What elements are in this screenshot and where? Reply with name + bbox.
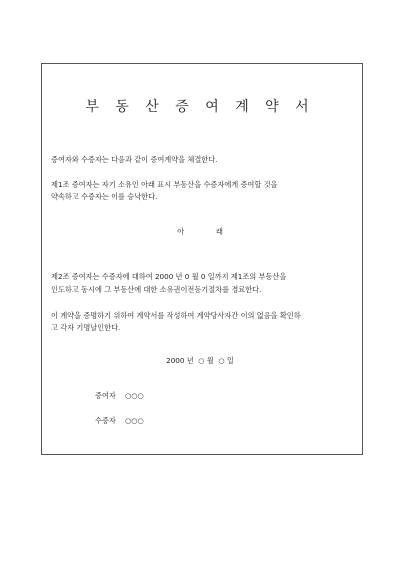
article1-line1: 제1조 증여자는 자기 소유인 아래 표시 부동산을 수증자에게 증여할 것을 <box>51 180 278 189</box>
below-label: 아 래 <box>177 227 223 236</box>
document-frame <box>41 63 363 455</box>
document-title: 부 동 산 증 여 계 약 서 <box>85 99 315 115</box>
article1-line2: 약속하고 수증자는 이를 승낙한다. <box>51 192 158 201</box>
donor-signature: 증여자 ○○○ <box>95 391 144 400</box>
intro-text: 증여자와 수증자는 다음과 같이 증여계약을 체결한다. <box>51 155 218 164</box>
contract-date: 2000 년 ○ 월 ○ 일 <box>166 356 234 365</box>
closing-line1: 이 계약을 증명하기 위하여 계약서를 작성하여 계약당사자간 이의 없음을 확인하 <box>51 311 301 320</box>
article2-line2: 인도하고 동시에 그 부동산에 대한 소유권이전등기절차를 경료한다. <box>51 285 262 294</box>
closing-line2: 고 각자 기명날인한다. <box>51 323 121 332</box>
article2-line1: 제2조 증여자는 수증자에 대하여 2000 년 0 월 0 일까지 제1조의 부동산을 <box>51 272 287 281</box>
donee-signature: 수증자 ○○○ <box>95 416 144 425</box>
